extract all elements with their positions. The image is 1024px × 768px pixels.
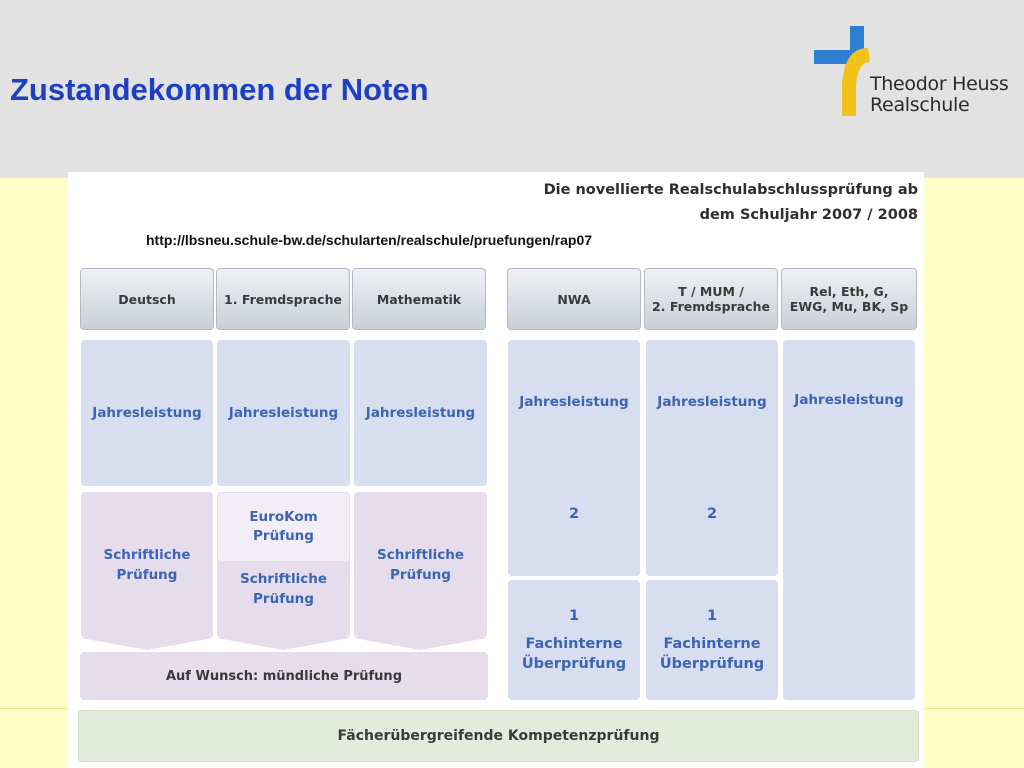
sp-deutsch-line-1: Schriftliche [103, 547, 191, 563]
sp-fremdsprache-line-2: Prüfung [253, 591, 314, 607]
logo-line-1: Theodor Heuss [870, 73, 1009, 95]
sp-mathematik-line-2: Prüfung [390, 567, 451, 583]
arrow-mathematik [354, 638, 487, 650]
schriftliche-pruefung-mathematik [354, 492, 487, 638]
arrow-deutsch [81, 638, 213, 650]
subject-t-mum-line-2: 2. Fremdsprache [652, 299, 770, 314]
sp-deutsch-line-2: Prüfung [116, 567, 178, 583]
logo-text [870, 74, 1008, 116]
fachinterne-nwa-line-1: Fachinterne [525, 636, 623, 652]
slide-header [0, 0, 1024, 178]
subject-nwa: NWA [507, 268, 641, 330]
weight-t-mum-jahresleistung: 2 [706, 506, 718, 522]
fachinterne-t-mum [646, 580, 778, 700]
weight-nwa-fachintern: 1 [568, 608, 580, 624]
arrow-fremdsprache [217, 638, 350, 650]
schriftliche-pruefung-deutsch [81, 492, 213, 638]
eurokom-pruefung [218, 493, 349, 561]
subject-rel-line-1: Rel, Eth, G, [809, 284, 889, 299]
muendliche-pruefung: Auf Wunsch: mündliche Prüfung [80, 652, 488, 700]
jahresleistung-fremdsprache: Jahresleistung [217, 340, 350, 486]
jahresleistung-nwa-label: Jahresleistung [519, 394, 629, 410]
subject-deutsch: Deutsch [80, 268, 214, 330]
subtitle-line-1: Die novellierte Realschulabschlussprüfung ab [543, 182, 918, 198]
school-logo-icon [812, 24, 872, 120]
jahresleistung-t-mum [646, 340, 778, 576]
jahresleistung-t-mum-label: Jahresleistung [657, 394, 767, 410]
eurokom-line-1: EuroKom [249, 509, 318, 525]
fachinterne-t-mum-line-1: Fachinterne [663, 636, 761, 652]
schriftliche-pruefung-fremdsprache [240, 569, 327, 609]
subject-t-mum-line-1: T / MUM / [678, 284, 744, 299]
diagram-subtitle [544, 178, 918, 228]
source-url: http://lbsneu.schule-bw.de/schularten/realschule/pruefungen/rap07 [146, 232, 593, 248]
subject-mathematik: Mathematik [352, 268, 486, 330]
sp-mathematik-line-1: Schriftliche [377, 547, 464, 563]
eurokom-line-2: Prüfung [253, 528, 314, 544]
sp-fremdsprache-line-1: Schriftliche [240, 571, 327, 587]
fachinterne-t-mum-line-2: Überprüfung [659, 656, 765, 672]
kompetenzpruefung: Fächerübergreifende Kompetenzprüfung [78, 710, 919, 762]
jahresleistung-rel [783, 340, 915, 700]
pruefung-fremdsprache [217, 492, 350, 638]
jahresleistung-rel-label: Jahresleistung [794, 392, 904, 408]
page-title: Zustandekommen der Noten [10, 72, 429, 107]
logo-line-2: Realschule [870, 94, 970, 116]
fachinterne-nwa [508, 580, 640, 700]
jahresleistung-mathematik: Jahresleistung [354, 340, 487, 486]
jahresleistung-deutsch: Jahresleistung [81, 340, 213, 486]
subject-rel-line-2: EWG, Mu, BK, Sp [789, 299, 909, 314]
subject-t-mum [644, 268, 778, 330]
weight-t-mum-fachintern: 1 [706, 608, 718, 624]
fachinterne-nwa-line-2: Überprüfung [521, 656, 627, 672]
exam-diagram [68, 172, 924, 768]
school-logo [812, 24, 1012, 124]
subtitle-line-2: dem Schuljahr 2007 / 2008 [699, 207, 918, 223]
jahresleistung-nwa [508, 340, 640, 576]
subject-fremdsprache: 1. Fremdsprache [216, 268, 350, 330]
subject-rel [781, 268, 917, 330]
weight-nwa-jahresleistung: 2 [568, 506, 580, 522]
